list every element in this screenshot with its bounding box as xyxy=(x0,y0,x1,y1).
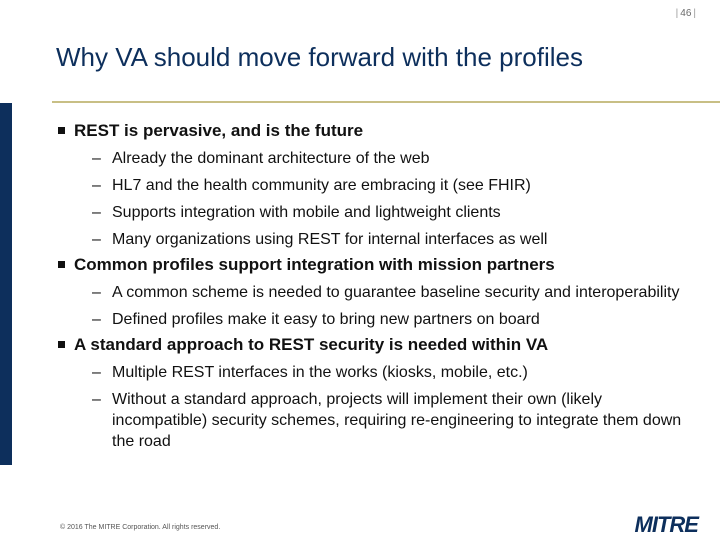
slide-title: Why VA should move forward with the profiles xyxy=(56,42,583,73)
slide-content xyxy=(58,116,698,452)
sub-bullet: – Supports integration with mobile and lightweight clients xyxy=(92,204,501,221)
page-number: | 46 | xyxy=(675,8,696,19)
bullet-text: A standard approach to REST security is needed within VA xyxy=(74,335,549,354)
left-accent-bar xyxy=(0,103,12,465)
sub-bullet: – Defined profiles make it easy to bring new partners on board xyxy=(92,311,540,328)
bullet-standard-approach xyxy=(58,334,698,452)
sub-bullet: – Already the dominant architecture of the web xyxy=(92,150,430,167)
copyright-footer: © 2016 The MITRE Corporation. All rights reserved. xyxy=(60,524,221,531)
bullet-text: REST is pervasive, and is the future xyxy=(74,121,364,140)
square-bullet-icon xyxy=(58,127,65,134)
sub-bullet: – Many organizations using REST for internal interfaces as well xyxy=(92,231,548,248)
bullet-common-profiles xyxy=(58,254,698,330)
square-bullet-icon xyxy=(58,341,65,348)
sub-bullet: – Without a standard approach, projects will implement their own (likely incompatible) security schemes, requiring re-engineering to integrate them down the road xyxy=(92,391,682,450)
bullet-text: Common profiles support integration with mission partners xyxy=(74,255,555,274)
title-divider xyxy=(52,101,720,103)
sub-bullet: – Multiple REST interfaces in the works (kiosks, mobile, etc.) xyxy=(92,364,528,381)
square-bullet-icon xyxy=(58,261,65,268)
bullet-rest-pervasive xyxy=(58,120,698,250)
sub-bullet: – HL7 and the health community are embracing it (see FHIR) xyxy=(92,177,531,194)
sub-bullet: – A common scheme is needed to guarantee baseline security and interoperability xyxy=(92,284,680,301)
mitre-logo: MITRE xyxy=(634,512,698,537)
